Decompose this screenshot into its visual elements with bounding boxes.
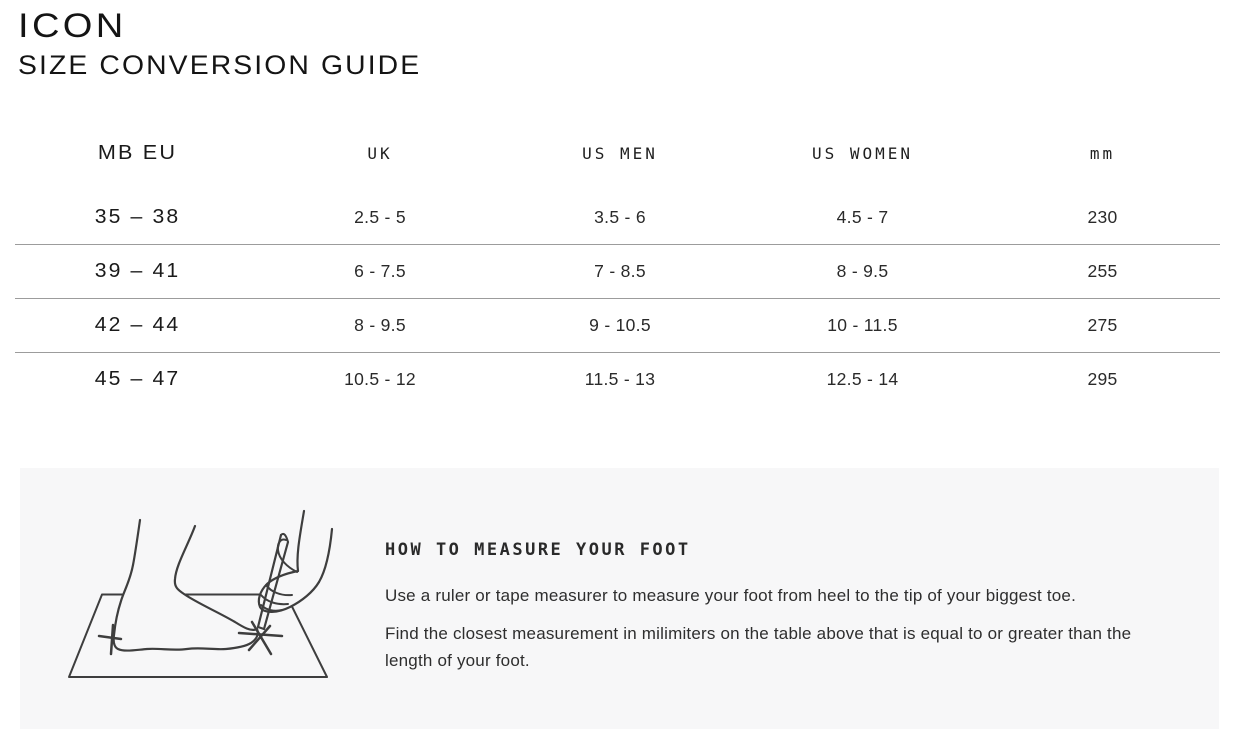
table-row [15,299,1220,353]
table-row [15,245,1220,299]
size-conversion-table [15,127,1220,406]
cell-mm: 255 [1087,261,1118,281]
cell-us-women: 12.5 - 14 [826,369,899,389]
table-row [15,191,1220,245]
measure-paragraph: Find the closest measurement in milimiters on the table above that is equal to or greater than the length of your foot. [385,623,1132,670]
cell-eu: 35 – 38 [94,206,181,228]
table-row [15,353,1220,406]
cell-mm: 295 [1087,369,1118,389]
cell-eu: 39 – 41 [94,260,181,282]
cell-us-men: 3.5 - 6 [594,207,646,227]
cell-us-men: 11.5 - 13 [584,369,656,389]
cell-mm: 275 [1087,315,1118,335]
cell-eu: 42 – 44 [94,314,181,336]
measure-paragraph: Use a ruler or tape measurer to measure your foot from heel to the tip of your biggest toe. [385,586,1076,605]
header-us-men: US MEN [582,143,658,163]
header-us-women: US WOMEN [811,143,914,163]
cell-us-men: 9 - 10.5 [589,315,651,335]
cell-us-women: 8 - 9.5 [836,261,889,281]
measure-panel [20,468,1219,729]
measure-instructions [385,540,1163,685]
page-title: ICON [18,7,127,45]
cell-uk: 10.5 - 12 [344,369,416,389]
cell-uk: 2.5 - 5 [354,207,406,227]
page-subtitle: SIZE CONVERSION GUIDE [18,50,422,80]
header-mb-eu: MB EU [97,141,178,164]
cell-uk: 6 - 7.5 [354,261,406,281]
cell-us-men: 7 - 8.5 [594,261,646,281]
cell-us-women: 10 - 11.5 [827,315,898,335]
header-uk: UK [367,143,393,163]
foot-measuring-illustration-icon [45,493,360,698]
cell-mm: 230 [1087,207,1118,227]
table-header-row [15,127,1220,179]
cell-us-women: 4.5 - 7 [836,207,889,227]
header-mm: mm [1089,143,1116,163]
measure-heading: HOW TO MEASURE YOUR FOOT [385,540,691,560]
cell-uk: 8 - 9.5 [354,315,406,335]
cell-eu: 45 – 47 [94,368,181,390]
table-header-gap [15,179,1220,191]
